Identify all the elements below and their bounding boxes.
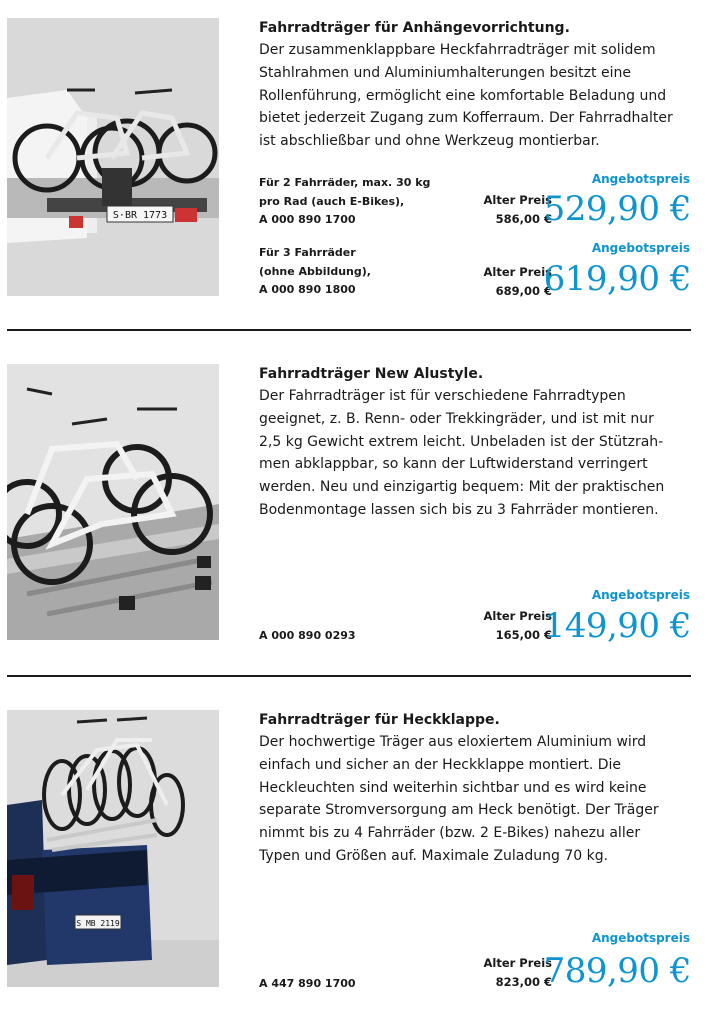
spec-line: (ohne Abbildung), (259, 264, 371, 278)
description-line: werden. Neu und einzigartig bequem: Mit der praktischen (259, 479, 665, 496)
section-divider (7, 675, 691, 677)
description-line: Der Fahrradträger ist für verschiedene Fahrradtypen (259, 388, 626, 404)
description-line: nimmt bis zu 4 Fahrräder (bzw. 2 E-Bikes) nahezu aller (259, 825, 641, 842)
product-title: Fahrradträger für Heckklappe. (259, 712, 500, 728)
description-line: Rollenführung, ermöglicht eine komfortable Beladung und (259, 87, 667, 104)
article-number: A 000 890 1800 (259, 283, 356, 296)
old-price-label: Alter Preis (483, 265, 552, 279)
product-alustyle (0, 340, 720, 675)
description-line: ist abschließbar und ohne Werkzeug montierbar. (259, 133, 600, 150)
spec-line: Für 2 Fahrräder, max. 30 kg (259, 176, 431, 189)
old-price: 823,00 € (495, 975, 552, 989)
description-line: Stahlrahmen und Aluminiumhalterungen besitzt eine (259, 64, 631, 81)
offer-price: 619,90 € (543, 259, 691, 299)
description-line: einfach und sicher an der Heckklappe montiert. Die (259, 756, 622, 773)
old-price-label: Alter Preis (483, 956, 552, 970)
offer-price-label: Angebotspreis (591, 172, 690, 186)
offer-price-label: Angebotspreis (591, 931, 690, 945)
product-hitch-carrier (0, 0, 720, 330)
product-tailgate-carrier (0, 686, 720, 1024)
product-image-tailgate-carrier (7, 710, 219, 987)
license-plate-text: S·BR 1773 (112, 210, 168, 221)
offer-price: 149,90 € (543, 606, 691, 646)
description-line: geeignet, z. B. Renn- oder Trekkingräder, und ist mit nur (259, 410, 654, 427)
license-plate-text: S MB 2119 (76, 919, 120, 928)
description-line: bietet jederzeit Zugang zum Kofferraum. Der Fahrradhalter (259, 110, 673, 127)
product-image-alustyle (7, 364, 219, 640)
offer-price-label: Angebotspreis (591, 241, 690, 255)
spec-line: Für 3 Fahrräder (259, 246, 356, 259)
offer-price: 529,90 € (543, 189, 691, 229)
variant-spec (259, 174, 449, 230)
description-line: 2,5 kg Gewicht extrem leicht. Unbeladen ist der Stützrah- (259, 433, 664, 450)
product-title: Fahrradträger New Alustyle. (259, 366, 484, 382)
old-price-label: Alter Preis (483, 609, 552, 623)
old-price: 586,00 € (495, 212, 552, 226)
product-description (259, 731, 699, 868)
product-image-hitch-carrier (7, 18, 219, 296)
description-line: men abklappbar, so kann der Luftwiderstand verringert (259, 456, 648, 473)
article-number: A 000 890 0293 (259, 629, 356, 642)
description-line: separate Stromversorgung am Heck benötigt. Der Träger (259, 802, 659, 819)
section-divider (7, 329, 691, 331)
article-number: A 447 890 1700 (259, 977, 356, 990)
product-description (259, 385, 699, 522)
article-number: A 000 890 1700 (259, 213, 356, 226)
old-price-label: Alter Preis (483, 193, 552, 207)
offer-price: 789,90 € (543, 951, 691, 991)
description-line: Bodenmontage lassen sich bis zu 3 Fahrräder montieren. (259, 501, 659, 518)
old-price: 689,00 € (495, 284, 552, 298)
description-line: Heckleuchten sind weiterhin sichtbar und es wird keine (259, 779, 647, 796)
description-line: Typen und Größen auf. Maximale Zuladung 70 kg. (259, 847, 609, 864)
variant-spec (259, 244, 449, 300)
old-price: 165,00 € (495, 628, 552, 642)
spec-line: pro Rad (auch E-Bikes), (259, 194, 405, 208)
offer-price-label: Angebotspreis (591, 588, 690, 602)
description-line: Der hochwertige Träger aus eloxiertem Aluminium wird (259, 734, 647, 750)
product-title: Fahrradträger für Anhängevorrichtung. (259, 20, 570, 36)
product-description (259, 39, 699, 153)
description-line: Der zusammenklappbare Heckfahrradträger mit solidem (259, 42, 656, 58)
